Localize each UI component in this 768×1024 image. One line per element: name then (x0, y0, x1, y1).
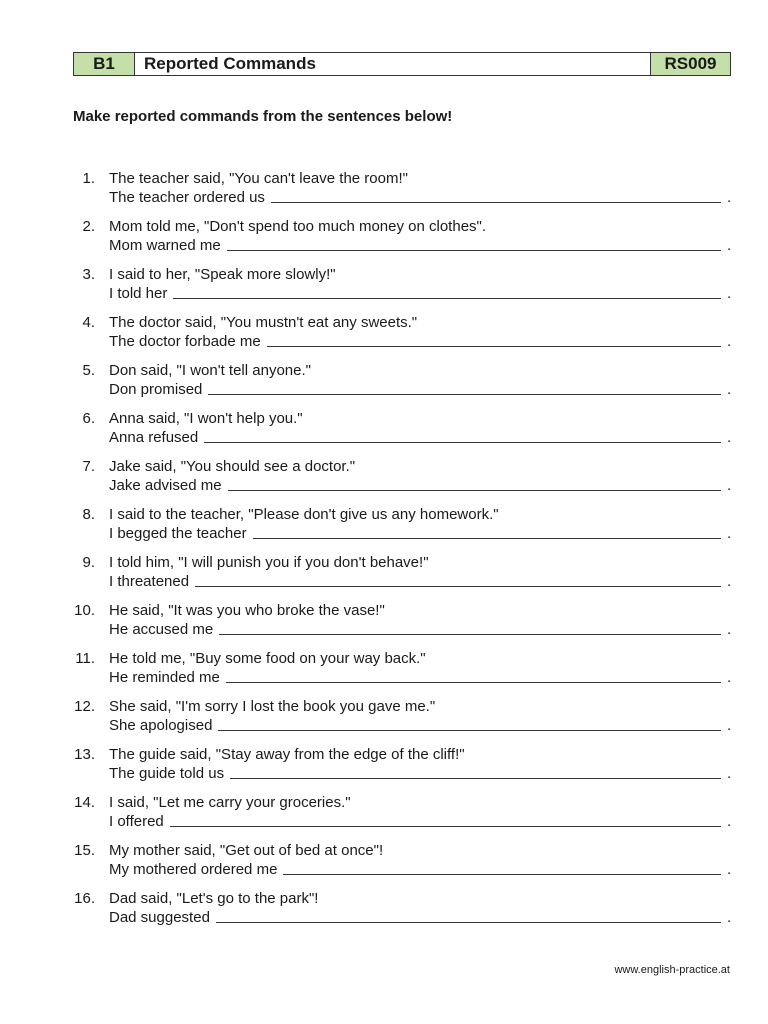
exercise-item: 9. I told him, "I will punish you if you don't behave!" I threatened . (73, 553, 733, 601)
answer-blank[interactable] (173, 284, 721, 299)
answer-blank[interactable] (204, 428, 721, 443)
item-prompt: My mothered ordered me (109, 861, 278, 878)
item-prompt: Jake advised me (109, 477, 222, 494)
exercise-item: 12. She said, "I'm sorry I lost the book you gave me." She apologised . (74, 698, 732, 734)
item-prompt: She apologised (109, 717, 213, 734)
item-sentence: I told him, "I will punish you if you don't behave!" (109, 554, 429, 571)
item-number: 3. (82, 266, 95, 283)
item-sentence: I said, "Let me carry your groceries." (109, 794, 351, 811)
item-prompt: He reminded me (109, 669, 220, 686)
exercise-item: 13. The guide said, "Stay away from the edge of the cliff!" The guide told us . (74, 746, 732, 782)
worksheet-title: Reported Commands (135, 53, 650, 75)
answer-blank[interactable] (227, 236, 721, 251)
item-number: 13. (74, 746, 95, 763)
item-number: 8. (82, 506, 95, 523)
footer-url: www.english-practice.at (614, 964, 730, 976)
answer-blank[interactable] (267, 332, 721, 347)
item-prompt: Anna refused (109, 429, 199, 446)
item-prompt: I offered (109, 813, 164, 830)
item-sentence: My mother said, "Get out of bed at once"! (109, 842, 384, 859)
answer-blank[interactable] (208, 380, 721, 395)
exercise-item: 16. Dad said, "Let's go to the park"! Dad suggested . (74, 890, 732, 926)
answer-blank[interactable] (218, 716, 721, 731)
answer-blank[interactable] (170, 812, 721, 827)
item-number: 15. (74, 842, 95, 859)
answer-blank[interactable] (230, 764, 721, 779)
item-number: 12. (74, 698, 95, 715)
item-prompt: Dad suggested (109, 909, 210, 926)
item-prompt: I threatened (109, 573, 190, 590)
exercise-item: 7. Jake said, "You should see a doctor." Jake advised me . (73, 457, 733, 505)
exercise-item: 14. I said, "Let me carry your groceries." I offered . (74, 794, 732, 830)
item-prompt: The guide told us (109, 765, 225, 782)
item-sentence: Anna said, "I won't help you." (109, 410, 303, 427)
worksheet-code: RS009 (650, 53, 730, 75)
exercise-item: 2. Mom told me, "Don't spend too much money on clothes". Mom warned me . (73, 217, 733, 265)
item-sentence: The teacher said, "You can't leave the room!" (109, 170, 408, 187)
item-number: 14. (74, 794, 95, 811)
level-badge: B1 (74, 53, 135, 75)
item-number: 1. (82, 170, 95, 187)
item-sentence: He said, "It was you who broke the vase!" (109, 602, 385, 619)
item-prompt: He accused me (109, 621, 214, 638)
answer-blank[interactable] (253, 524, 721, 539)
item-number: 7. (82, 458, 95, 475)
item-number: 5. (82, 362, 95, 379)
item-number: 6. (82, 410, 95, 427)
item-number: 9. (82, 554, 95, 571)
answer-blank[interactable] (226, 668, 721, 683)
item-number: 2. (82, 218, 95, 235)
item-prompt: I begged the teacher (109, 525, 247, 542)
item-sentence: Jake said, "You should see a doctor." (109, 458, 356, 475)
worksheet-header (73, 52, 731, 76)
item-sentence: Dad said, "Let's go to the park"! (109, 890, 319, 907)
exercise-item: 3. I said to her, "Speak more slowly!" I told her . (73, 265, 733, 313)
item-number: 11. (75, 650, 95, 667)
item-sentence: The guide said, "Stay away from the edge of the cliff!" (109, 746, 465, 763)
item-sentence: Don said, "I won't tell anyone." (109, 362, 311, 379)
item-sentence: She said, "I'm sorry I lost the book you gave me." (109, 698, 436, 715)
answer-blank[interactable] (195, 572, 721, 587)
answer-blank[interactable] (283, 860, 721, 875)
item-number: 10. (74, 602, 95, 619)
item-sentence: Mom told me, "Don't spend too much money on clothes". (109, 218, 487, 235)
item-sentence: The doctor said, "You mustn't eat any sweets." (109, 314, 418, 331)
exercise-item: 6. Anna said, "I won't help you." Anna refused . (73, 409, 733, 457)
item-prompt: I told her (109, 285, 168, 302)
answer-blank[interactable] (219, 620, 721, 635)
exercise-item: 10. He said, "It was you who broke the vase!" He accused me . (74, 602, 732, 638)
item-prompt: Don promised (109, 381, 203, 398)
answer-blank[interactable] (216, 908, 721, 923)
item-sentence: I said to her, "Speak more slowly!" (109, 266, 336, 283)
answer-blank[interactable] (271, 188, 721, 203)
exercise-item: 11. He told me, "Buy some food on your way back." He reminded me . (73, 649, 733, 697)
exercise-item: 8. I said to the teacher, "Please don't give us any homework." I begged the teacher . (73, 505, 733, 553)
item-prompt: Mom warned me (109, 237, 221, 254)
exercise-item: 15. My mother said, "Get out of bed at once"! My mothered ordered me . (74, 842, 732, 878)
item-number: 16. (74, 890, 95, 907)
item-prompt: The doctor forbade me (109, 333, 261, 350)
instructions: Make reported commands from the sentences below! (73, 108, 453, 125)
item-prompt: The teacher ordered us (109, 189, 265, 206)
answer-blank[interactable] (228, 476, 721, 491)
exercise-item: 5. Don said, "I won't tell anyone." Don promised . (73, 361, 733, 409)
item-number: 4. (82, 314, 95, 331)
exercise-list (73, 169, 733, 937)
exercise-item: 1. The teacher said, "You can't leave the room!" The teacher ordered us . (73, 169, 733, 217)
item-sentence: He told me, "Buy some food on your way back." (109, 650, 426, 667)
item-sentence: I said to the teacher, "Please don't give us any homework." (109, 506, 499, 523)
exercise-item: 4. The doctor said, "You mustn't eat any sweets." The doctor forbade me . (73, 313, 733, 361)
